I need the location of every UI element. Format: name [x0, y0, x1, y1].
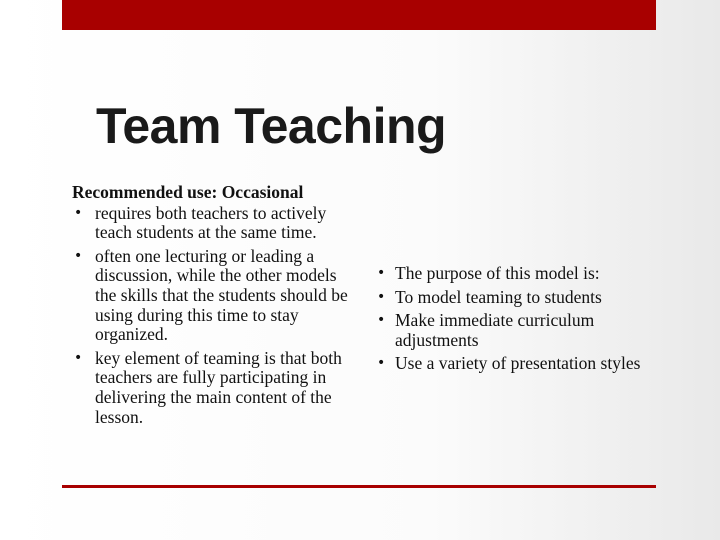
left-bullet-list — [72, 204, 357, 428]
bullet-icon: • — [377, 355, 386, 372]
list-item — [375, 311, 665, 350]
bullet-icon: • — [377, 288, 386, 305]
bullet-icon: • — [74, 204, 83, 221]
bullet-icon: • — [74, 247, 83, 264]
top-accent-bar — [62, 0, 656, 30]
right-column — [375, 264, 665, 378]
slide-title: Team Teaching — [96, 98, 447, 154]
bullet-icon: • — [74, 349, 83, 366]
list-item-text: Use a variety of presentation styles — [395, 353, 641, 374]
list-item — [72, 204, 357, 243]
list-item-text: To model teaming to students — [395, 286, 602, 307]
list-item-text: often one lecturing or leading a discussion, while the other models the skills that the students should be using during this time to stay organized. — [95, 245, 348, 345]
bullet-icon: • — [377, 312, 386, 329]
list-item — [375, 288, 665, 308]
list-item-text: The purpose of this model is: — [395, 263, 600, 283]
recommended-use-heading: Recommended use: Occasional — [72, 182, 304, 202]
bullet-icon: • — [377, 265, 386, 281]
list-item — [72, 247, 357, 345]
list-item — [375, 264, 665, 284]
bottom-accent-line — [62, 485, 656, 488]
right-bullet-list — [375, 264, 665, 374]
list-item-text: Make immediate curriculum adjustments — [395, 310, 595, 350]
left-column — [72, 183, 357, 431]
list-item-text: requires both teachers to actively teach students at the same time. — [95, 202, 327, 243]
list-item — [72, 349, 357, 427]
list-item-text: key element of teaming is that both teachers are fully participating in delivering the main content of the lesson. — [95, 347, 342, 427]
list-item — [375, 354, 665, 374]
